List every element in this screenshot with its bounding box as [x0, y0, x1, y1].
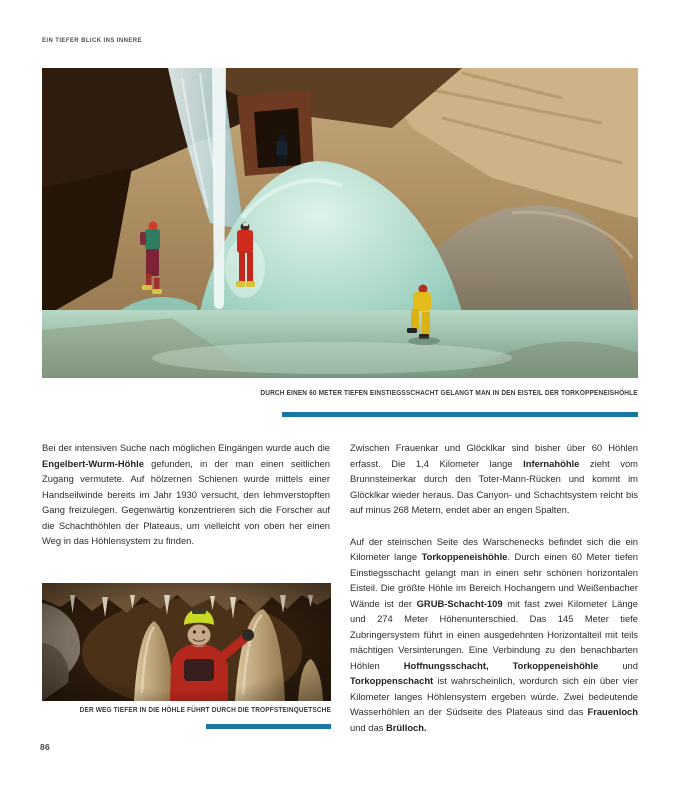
paragraph: Auf der steirischen Seite des Warschenecks befindet sich die ein Kilometer lange Torkoppeneishöhle. Durch einen 60 Meter tiefen Einstiegsschacht gelangt man in einen sehr schönen horizontalen Eisteil. Die größte Höhle im Bereich Hochangern und Weißenbacher Wände ist der GRUB-Schacht-109 mit fast zwei Kilometer Länge und 274 Meter Höhenunterschied. Das 145 Meter tiefe Zubringersystem führt in einen ausgedehnten Horizontalteil mit teils mächtigen Versinterungen. Eine Verbindung zu den benachbarten Höhlen Hoffnungsschacht, Torkoppeneishöhle und Torkoppenschacht ist wahrscheinlich, wordurch sich ein über vier Kilometer langes Höhlensystem ergeben würde. Zwei bedeutende Wasserhöhlen an der Südseite des Plateaus sind das Frauenloch und das Brülloch.	[350, 535, 638, 733]
page-number: 86	[40, 742, 51, 752]
main-photo-figure	[42, 68, 638, 378]
cave-squeeze-photo	[42, 583, 331, 701]
right-column	[350, 440, 638, 735]
small-photo-figure	[42, 583, 331, 701]
accent-rule-main	[282, 412, 638, 417]
paragraph: Zwischen Frauenkar und Glöcklkar sind bisher über 60 Höhlen erfasst. Die 1,4 Kilometer lange Infernahöhle zieht vom Brunnsteinerkar durch den Toter-Mann-Rücken und kommt im Glöcklkar wieder heraus. Das Canyon- und Schachtsystem reicht bis auf minus 268 Metern, endet aber an engen Spalten.	[350, 442, 638, 515]
paragraph: Bei der intensiven Suche nach möglichen Eingängen wurde auch die Engelbert-Wurm-Höhle gefunden, in der man einen seitlichen Zugang vermutete. Auf hölzernen Schienen wurde mittels einer Handseilwinde bereits im Jahr 1930 versucht, den lehmverstopften Gang freizulegen. Gegenwärtig konzentrieren sich die Forscher auf die Schachthöhlen der Plateaus, um vielleicht von oben her einen Weg in das Höhlensystem zu finden.	[42, 442, 330, 546]
accent-rule-small	[206, 724, 331, 729]
main-photo-caption: DURCH EINEN 60 METER TIEFEN EINSTIEGSSCHACHT GELANGT MAN IN DEN EISTEIL DER TORKOPPENEISHÖHLE	[260, 390, 638, 397]
section-kicker: EIN TIEFER BLICK INS INNERE	[42, 37, 142, 44]
small-photo-caption: DER WEG TIEFER IN DIE HÖHLE FÜHRT DURCH DIE TROPFSTEINQUETSCHE	[79, 707, 331, 714]
ice-cave-photo	[42, 68, 638, 378]
